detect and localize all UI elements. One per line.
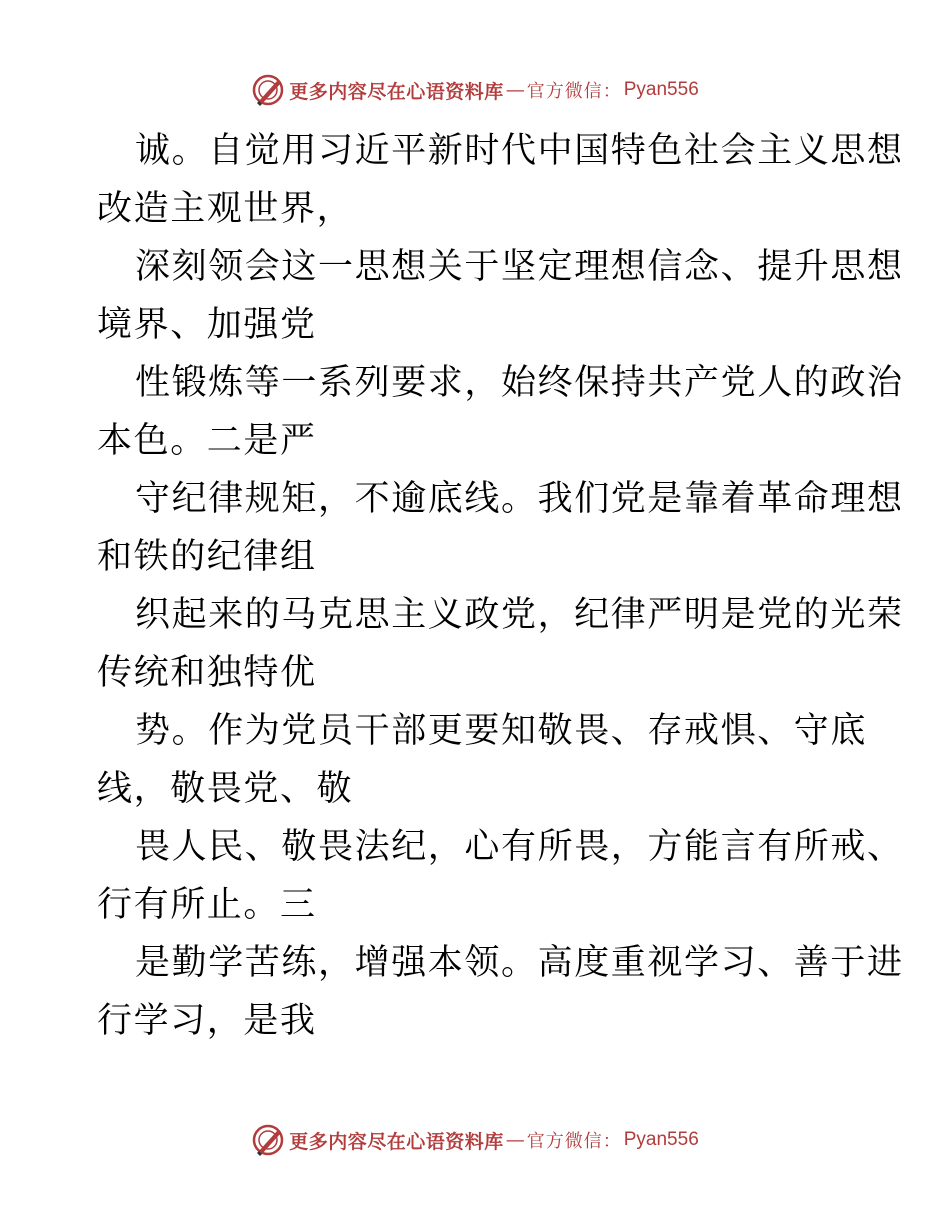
body-line: 性锻炼等一系列要求，始终保持共产党人的政治: [135, 363, 904, 403]
body-line: 和铁的纪律组: [97, 537, 317, 577]
body-line: 本色。二是严: [97, 421, 317, 461]
header-watermark: [0, 70, 950, 110]
body-line: 诚。自觉用习近平新时代中国特色社会主义思想: [135, 131, 904, 171]
footer-dash: —: [505, 1129, 525, 1151]
body-line: 境界、加强党: [97, 305, 317, 345]
header-contact-id: Pyan556: [623, 79, 699, 100]
body-line: 织起来的马克思主义政党，纪律严明是党的光荣: [135, 595, 904, 635]
header-site-text: 更多内容尽在心语资料库: [289, 80, 504, 103]
body-line: 线，敬畏党、敬: [97, 769, 354, 809]
header-contact-label: 官方微信：: [526, 81, 622, 102]
footer-contact-label: 官方微信：: [526, 1131, 622, 1152]
body-line: 行有所止。三: [97, 885, 317, 925]
footer-contact-id: Pyan556: [623, 1129, 699, 1150]
footer-watermark: [0, 1120, 950, 1160]
body-line: 畏人民、敬畏法纪，心有所畏，方能言有所戒、: [135, 827, 904, 867]
document-body: [97, 122, 904, 1050]
body-line: 势。作为党员干部更要知敬畏、存戒惧、守底: [135, 711, 868, 751]
body-line: 改造主观世界，: [97, 189, 354, 229]
body-line: 行学习，是我: [97, 1001, 317, 1041]
header-dash: —: [505, 79, 525, 101]
body-line: 守纪律规矩，不逾底线。我们党是靠着革命理想: [135, 479, 904, 519]
body-line: 是勤学苦练，增强本领。高度重视学习、善于进: [135, 943, 904, 983]
pen-logo-icon: [251, 1123, 285, 1157]
footer-site-text: 更多内容尽在心语资料库: [289, 1130, 504, 1153]
body-line: 传统和独特优: [97, 653, 317, 693]
pen-logo-icon: [251, 73, 285, 107]
body-line: 深刻领会这一思想关于坚定理想信念、提升思想: [135, 247, 904, 287]
